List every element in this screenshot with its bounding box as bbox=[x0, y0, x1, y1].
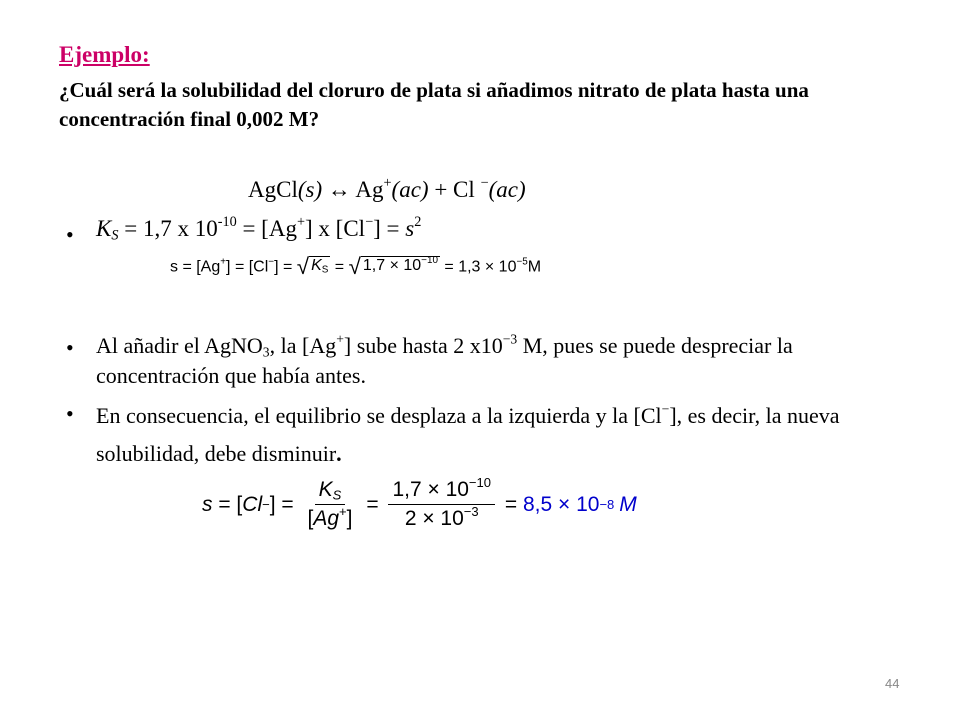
s-exponent: 2 bbox=[414, 214, 422, 231]
eq2-result: 8,5 × 10 bbox=[522, 492, 600, 516]
eq1-eq: = bbox=[330, 258, 349, 276]
solubility-equation bbox=[170, 256, 541, 278]
bullet-dot: • bbox=[66, 335, 74, 360]
cation-charge: + bbox=[383, 175, 392, 192]
eq1-lhs: s = [Ag bbox=[170, 258, 221, 276]
eq1-mid2: ] = bbox=[274, 258, 297, 276]
cation: Ag bbox=[355, 177, 384, 202]
eq2-eq-a: = [ bbox=[212, 492, 243, 516]
sqrt-value bbox=[349, 256, 440, 278]
ks-expression bbox=[96, 216, 421, 242]
cl-charge: − bbox=[365, 214, 374, 231]
plus-sign: + bbox=[434, 177, 448, 202]
eq2-den-a: [ bbox=[307, 507, 314, 530]
eq2-cl: Cl bbox=[242, 492, 263, 516]
p2-text-d: M, pues se puede despreciar la concentración que había antes. bbox=[96, 333, 793, 388]
eq1-unit: M bbox=[527, 258, 542, 276]
ks-value: = 1,7 x 10 bbox=[118, 216, 218, 241]
sqrt-ks bbox=[297, 256, 331, 278]
ks-subscript: S bbox=[111, 227, 119, 244]
eq2-plus: + bbox=[339, 503, 347, 519]
p3-minus: − bbox=[661, 401, 670, 417]
eq2-num2-exp: −10 bbox=[468, 474, 492, 490]
eq2-eq-d: = bbox=[499, 492, 523, 516]
anion-charge: − bbox=[480, 175, 489, 192]
reactant: AgCl bbox=[248, 177, 298, 202]
eq2-den2: 2 × 10 bbox=[404, 507, 464, 530]
p3-text-a: En consecuencia, el equilibrio se desplaza a la izquierda y la [Cl bbox=[96, 403, 662, 428]
fraction-ks-over-ag bbox=[304, 478, 357, 531]
radical-sign: √ bbox=[348, 254, 361, 279]
slide-title: Ejemplo: bbox=[59, 42, 150, 67]
reaction-equation bbox=[248, 177, 526, 203]
eq1-inner-exp: −10 bbox=[421, 255, 438, 267]
eq2-k: K bbox=[318, 478, 333, 501]
equilibrium-arrow: ↔ bbox=[327, 177, 351, 202]
eq1-ksub: S bbox=[321, 264, 329, 276]
eq2-unit: M bbox=[619, 492, 637, 516]
bullet-text-equilibrium bbox=[96, 397, 916, 473]
ks-symbol: K bbox=[96, 216, 112, 241]
question-text: ¿Cuál será la solubilidad del cloruro de plata si añadimos nitrato de plata hasta una concentración final 0,002 M? bbox=[59, 78, 809, 131]
eq2-den-b: ] bbox=[346, 507, 353, 530]
bullet-text-agno3 bbox=[96, 331, 896, 391]
s-symbol: s bbox=[405, 216, 415, 241]
ks-end: ] = bbox=[373, 216, 406, 241]
bullet-dot: • bbox=[66, 401, 74, 426]
ag-charge: + bbox=[296, 214, 305, 231]
cation-state: (ac) bbox=[391, 177, 429, 202]
eq1-k: K bbox=[311, 257, 322, 274]
ks-mid: ] x [Cl bbox=[305, 216, 366, 241]
p2-text-c: ] sube hasta 2 x10 bbox=[343, 333, 503, 358]
ks-exponent: -10 bbox=[217, 214, 237, 231]
anion-state: (ac) bbox=[488, 177, 526, 202]
bullet-dot: • bbox=[66, 222, 74, 247]
eq1-minus: − bbox=[268, 256, 275, 268]
eq1-plus: + bbox=[220, 256, 227, 268]
p2-subscript: 3 bbox=[262, 344, 270, 360]
eq2-ksub: S bbox=[332, 487, 342, 503]
reactant-state: (s) bbox=[297, 177, 323, 202]
p2-plus: + bbox=[336, 331, 344, 347]
eq2-ag: Ag bbox=[313, 507, 340, 530]
eq2-num2: 1,7 × 10 bbox=[392, 478, 469, 501]
new-solubility-equation: s = [ Cl − ] = $\frac{K_S}{[Ag^+]}$ = $\frac{1,7 \times 10^{-10}}{2 \times 10^{-3}}$ = 8,5 × 10 −8 M bbox=[202, 474, 637, 530]
eq2-eq-b: ] = bbox=[269, 492, 300, 516]
p2-text-b: , la [Ag bbox=[269, 333, 337, 358]
eq2-eq-c: = bbox=[360, 492, 385, 516]
p2-text-a: Al añadir el AgNO bbox=[96, 333, 263, 358]
ks-rest: = [Ag bbox=[236, 216, 297, 241]
eq1-mid: ] = [Cl bbox=[226, 258, 269, 276]
eq1-result: = 1,3 × 10 bbox=[439, 258, 517, 276]
p3-dot: . bbox=[336, 441, 342, 466]
radical-sign: √ bbox=[296, 254, 310, 279]
eq1-inner: 1,7 × 10 bbox=[362, 257, 422, 274]
anion: Cl bbox=[453, 177, 475, 202]
page-number: 44 bbox=[885, 676, 900, 691]
p3-text-b: ], es decir, la nueva solubilidad, debe disminuir bbox=[96, 403, 840, 466]
p2-exp: −3 bbox=[502, 331, 518, 347]
eq1-result-exp: −5 bbox=[516, 256, 528, 268]
fraction-values bbox=[388, 474, 495, 531]
eq2-s: s bbox=[202, 492, 213, 516]
eq2-den2-exp: −3 bbox=[463, 503, 479, 519]
